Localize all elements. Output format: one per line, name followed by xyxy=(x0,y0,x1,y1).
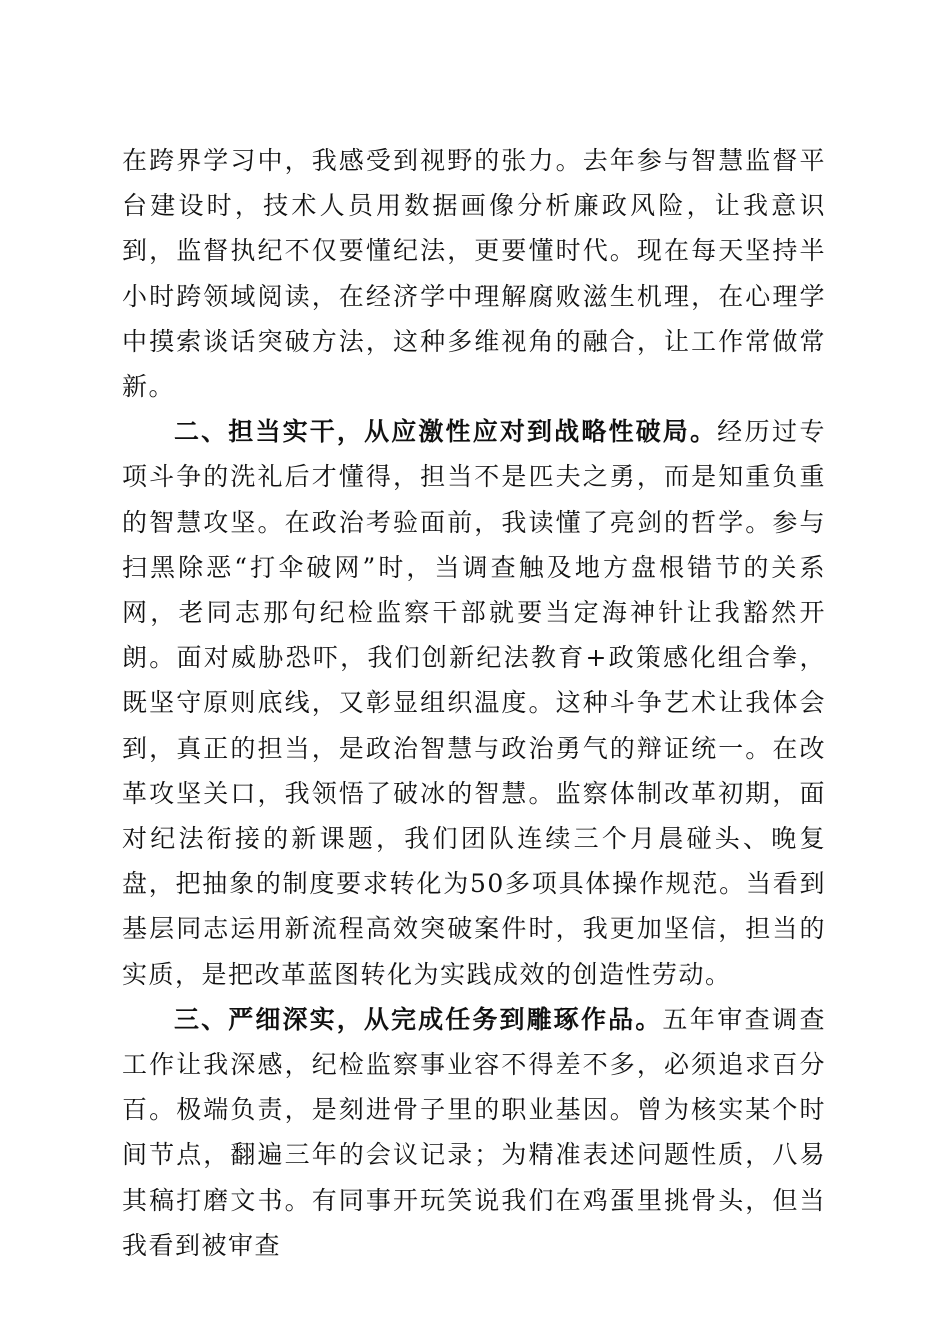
section-three-heading: 三、严细深实，从完成任务到雕琢作品。 xyxy=(174,1004,663,1034)
paragraph-section-two xyxy=(122,409,826,997)
paragraph-text: 五年审查调查工作让我深感，纪检监察事业容不得差不多，必须追求百分百。极端负责，是刻进骨子里的职业基因。曾为核实某个时间节点，翻遍三年的会议记录；为精准表述问题性质，八易其稿打磨文书。有同事开玩笑说我们在鸡蛋里挑骨头，但当我看到被审查 xyxy=(122,1004,826,1260)
section-two-heading: 二、担当实干，从应激性应对到战略性破局。 xyxy=(174,417,718,447)
paragraph-cross-domain-learning xyxy=(122,138,826,409)
paragraph-text: 经历过专项斗争的洗礼后才懂得，担当不是匹夫之勇，而是知重负重的智慧攻坚。在政治考验面前，我读懂了亮剑的哲学。参与扫黑除恶“打伞破网”时，当调查触及地方盘根错节的关系网，老同志那句纪检监察干部就要当定海神针让我豁然开朗。面对威胁恐吓，我们创新纪法教育+政策感化组合拳，既坚守原则底线，又彰显组织温度。这种斗争艺术让我体会到，真正的担当，是政治智慧与政治勇气的辩证统一。在改革攻坚关口，我领悟了破冰的智慧。监察体制改革初期，面对纪法衔接的新课题，我们团队连续三个月晨碰头、晚复盘，把抽象的制度要求转化为50多项具体操作规范。当看到基层同志运用新流程高效突破案件时，我更加坚信，担当的实质，是把改革蓝图转化为实践成效的创造性劳动。 xyxy=(122,417,826,989)
paragraph-text: 在跨界学习中，我感受到视野的张力。去年参与智慧监督平台建设时，技术人员用数据画像分析廉政风险，让我意识到，监督执纪不仅要懂纪法，更要懂时代。现在每天坚持半小时跨领域阅读，在经济学中理解腐败滋生机理，在心理学中摸索谈话突破方法，这种多维视角的融合，让工作常做常新。 xyxy=(122,146,826,402)
paragraph-section-three xyxy=(122,997,826,1268)
document-body xyxy=(122,138,826,1268)
